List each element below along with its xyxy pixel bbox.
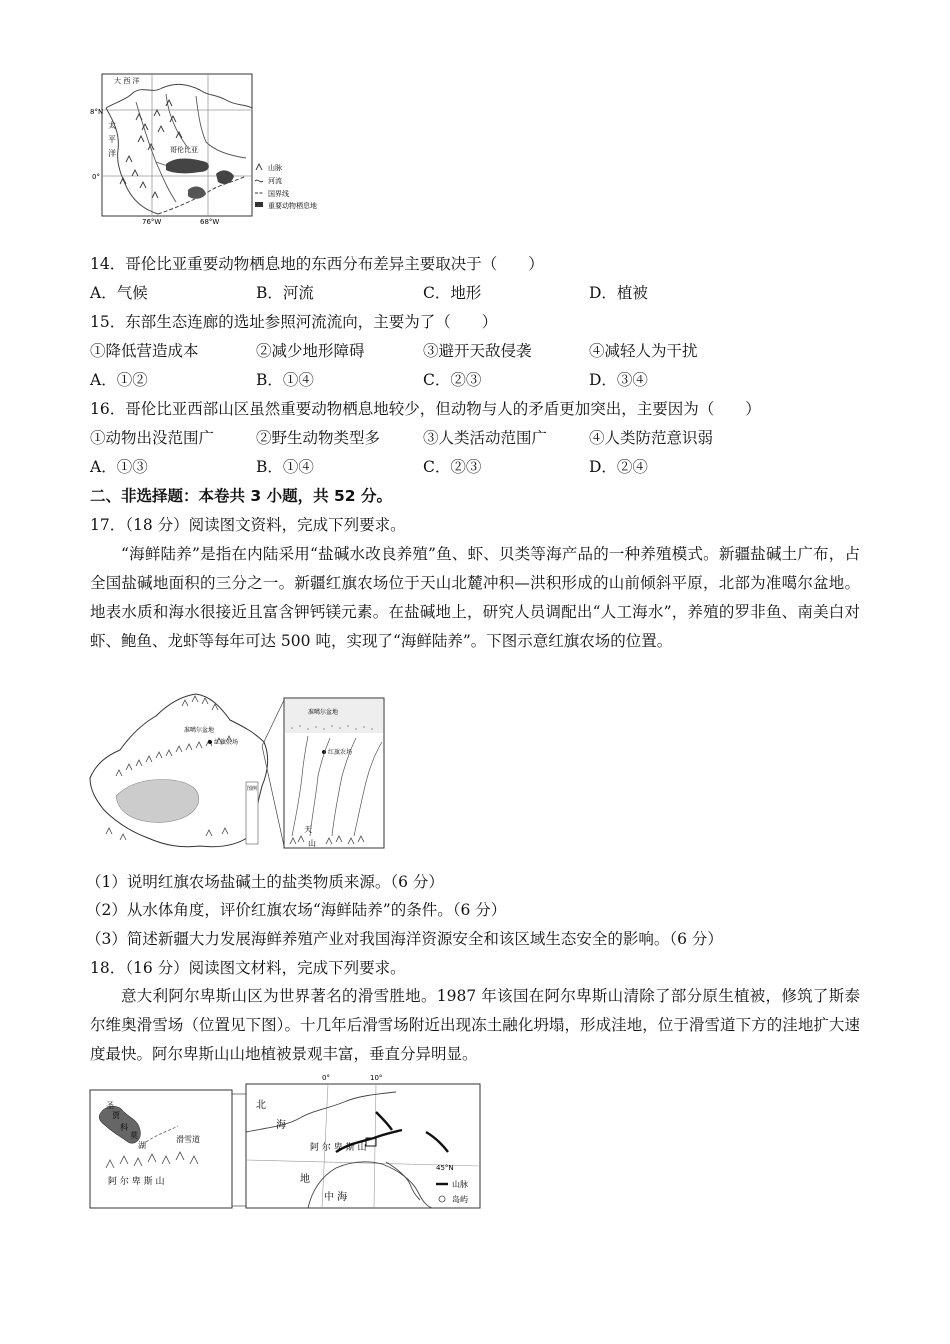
q14-options — [90, 283, 850, 303]
alps-label-right: 阿 尔 卑 斯 山 — [310, 1143, 367, 1153]
q17-passage — [90, 540, 860, 656]
country-label: 哥伦比亚 — [170, 146, 198, 154]
q16-item-1: ①动物出没范围广 — [90, 429, 215, 447]
map1-legend — [255, 163, 317, 210]
q15-option-c[interactable]: C．②③ — [423, 371, 482, 389]
legend-mountain-label: 山脉 — [268, 164, 282, 172]
alps-lake-label-2: 贾 — [112, 1111, 120, 1120]
q18-header: 18．（16 分）阅读图文材料，完成下列要求。 — [90, 959, 406, 977]
q15-item-2: ②减少地形障碍 — [256, 342, 365, 360]
q16-option-c[interactable]: C．②③ — [423, 458, 482, 476]
xj-tianshan-label-1: 天 — [304, 825, 312, 834]
q16-option-a[interactable]: A．①③ — [90, 458, 148, 476]
q15-option-d[interactable]: D．③④ — [589, 371, 648, 389]
alps-lake-label-5: 湖 — [138, 1141, 146, 1150]
alps-lake-label-3: 科 — [120, 1123, 128, 1132]
q18-passage — [90, 982, 860, 1069]
q15-option-a[interactable]: A．①② — [90, 371, 148, 389]
legend-river-label: 河流 — [268, 177, 282, 185]
q15-option-b[interactable]: B．①④ — [256, 371, 314, 389]
legend-habitat-label: 重要动物栖息地 — [268, 202, 317, 210]
alps-map — [86, 1072, 486, 1212]
q16-option-b[interactable]: B．①④ — [256, 458, 314, 476]
alps-lat-label-45n: 45°N — [436, 1164, 454, 1172]
ocean-label-atlantic: 大 西 洋 — [114, 77, 140, 85]
alps-legend-mountain-label: 山脉 — [452, 1180, 468, 1189]
q15-items — [90, 341, 850, 361]
q15-item-4: ④减轻人为干扰 — [589, 342, 698, 360]
q14-option-d[interactable]: D．植被 — [589, 284, 648, 302]
alps-north-sea-label-1: 北 — [256, 1100, 266, 1111]
lat-label-8n: 8°N — [90, 108, 104, 116]
q16-option-d[interactable]: D．②④ — [589, 458, 648, 476]
q18-passage-text: 意大利阿尔卑斯山区为世界著名的滑雪胜地。1987 年该国在阿尔卑斯山清除了部分原生植被，修筑了斯泰尔维奥滑雪场（位置见下图）。十几年后滑雪场附近出现冻土融化坍塌，形成洼地，位于滑雪道下方的洼地扩大速度最快。阿尔卑斯山山地植被景观丰富，垂直分异明显。 — [90, 987, 860, 1063]
xj-legend-title: 图例 — [247, 786, 258, 792]
xj-tianshan-label-2: 山 — [308, 839, 316, 848]
q17-passage-text: “海鲜陆养”是指在内陆采用“盐碱水改良养殖”鱼、虾、贝类等海产品的一种养殖模式。新疆盐碱土广布，占全国盐碱地面积的三分之一。新疆红旗农场位于天山北麓冲积—洪积形成的山前倾斜平原，北部为准噶尔盆地。地表水质和海水很接近且富含钾钙镁元素。在盐碱地上，研究人员调配出“人工海水”，养殖的罗非鱼、南美白对虾、鲍鱼、龙虾等每年可达 500 吨，实现了“海鲜陆养”。下图示意红旗农场的位置。 — [90, 545, 860, 650]
q15-stem: 15．东部生态连廊的选址参照河流流向，主要为了（ ） — [90, 313, 498, 331]
xinjiang-map — [86, 686, 386, 856]
alps-med-label-2: 中 海 — [324, 1192, 348, 1203]
q16-item-2: ②野生动物类型多 — [256, 429, 381, 447]
alps-med-label-1: 地 — [300, 1174, 310, 1185]
xj-basin-label-left: 准噶尔盆地 — [184, 727, 215, 734]
lon-label-76w: 76°W — [142, 218, 162, 226]
legend-mountain-icon — [256, 164, 262, 170]
section2-title: 二、非选择题：本卷共 3 小题，共 52 分。 — [90, 487, 392, 505]
lon-label-68w: 68°W — [200, 218, 220, 226]
alps-lake-label-4: 莫 — [130, 1131, 138, 1140]
alps-ski-run-line — [146, 1126, 178, 1142]
q16-item-3: ③人类活动范围广 — [423, 429, 548, 447]
q17-question-1: （1）说明红旗农场盐碱土的盐类物质来源。（6 分） — [86, 873, 444, 891]
legend-river-icon — [255, 180, 263, 182]
alps-legend-island-label: 岛屿 — [452, 1195, 468, 1204]
q16-item-4: ④人类防范意识弱 — [589, 429, 714, 447]
lat-label-0: 0° — [92, 173, 100, 181]
alps-north-sea-label-2: 海 — [276, 1120, 286, 1131]
q14-option-a[interactable]: A．气候 — [90, 284, 148, 302]
alps-ski-run-label: 滑雪道 — [176, 1135, 200, 1144]
legend-border-label: 国界线 — [268, 190, 289, 198]
q17-header: 17．（18 分）阅读图文资料，完成下列要求。 — [90, 516, 406, 534]
colombia-map — [90, 72, 356, 226]
q16-options — [90, 457, 850, 477]
alps-legend — [436, 1179, 468, 1204]
q14-stem: 14．哥伦比亚重要动物栖息地的东西分布差异主要取决于（ ） — [90, 255, 544, 273]
q17-question-3: （3）简述新疆大力发展海鲜养殖产业对我国海洋资源安全和该区域生态安全的影响。（6 分） — [86, 930, 723, 948]
q15-options — [90, 370, 850, 390]
xj-farm-label-left: 红旗农场 — [214, 739, 239, 746]
q15-item-1: ①降低营造成本 — [90, 342, 199, 360]
alps-lon-label-0: 0° — [322, 1074, 330, 1082]
xj-farm-label-right: 红旗农场 — [328, 749, 353, 756]
q14-option-c[interactable]: C．地形 — [423, 284, 482, 302]
legend-habitat-icon — [255, 202, 263, 207]
ocean-label-pacific-1: 太 — [108, 121, 116, 130]
ocean-label-pacific-3: 洋 — [108, 149, 116, 158]
alps-label-left: 阿 尔 卑 斯 山 — [108, 1177, 165, 1187]
alps-lon-label-10: 10° — [370, 1074, 383, 1082]
xj-farm-dot-left — [208, 740, 212, 744]
alps-lake-label-1: 圣 — [106, 1101, 114, 1110]
q16-stem: 16．哥伦比亚西部山区虽然重要动物栖息地较少，但动物与人的矛盾更加突出，主要因为（ ） — [90, 400, 761, 418]
q17-question-2: （2）从水体角度，评价红旗农场“海鲜陆养”的条件。（6 分） — [86, 901, 507, 919]
q15-item-3: ③避开天敌侵袭 — [423, 342, 532, 360]
ocean-label-pacific-2: 平 — [108, 135, 116, 144]
legend-island-icon — [439, 1196, 445, 1202]
xj-basin-label-right: 准噶尔盆地 — [308, 709, 339, 716]
q16-items — [90, 428, 850, 448]
q14-option-b[interactable]: B．河流 — [256, 284, 314, 302]
